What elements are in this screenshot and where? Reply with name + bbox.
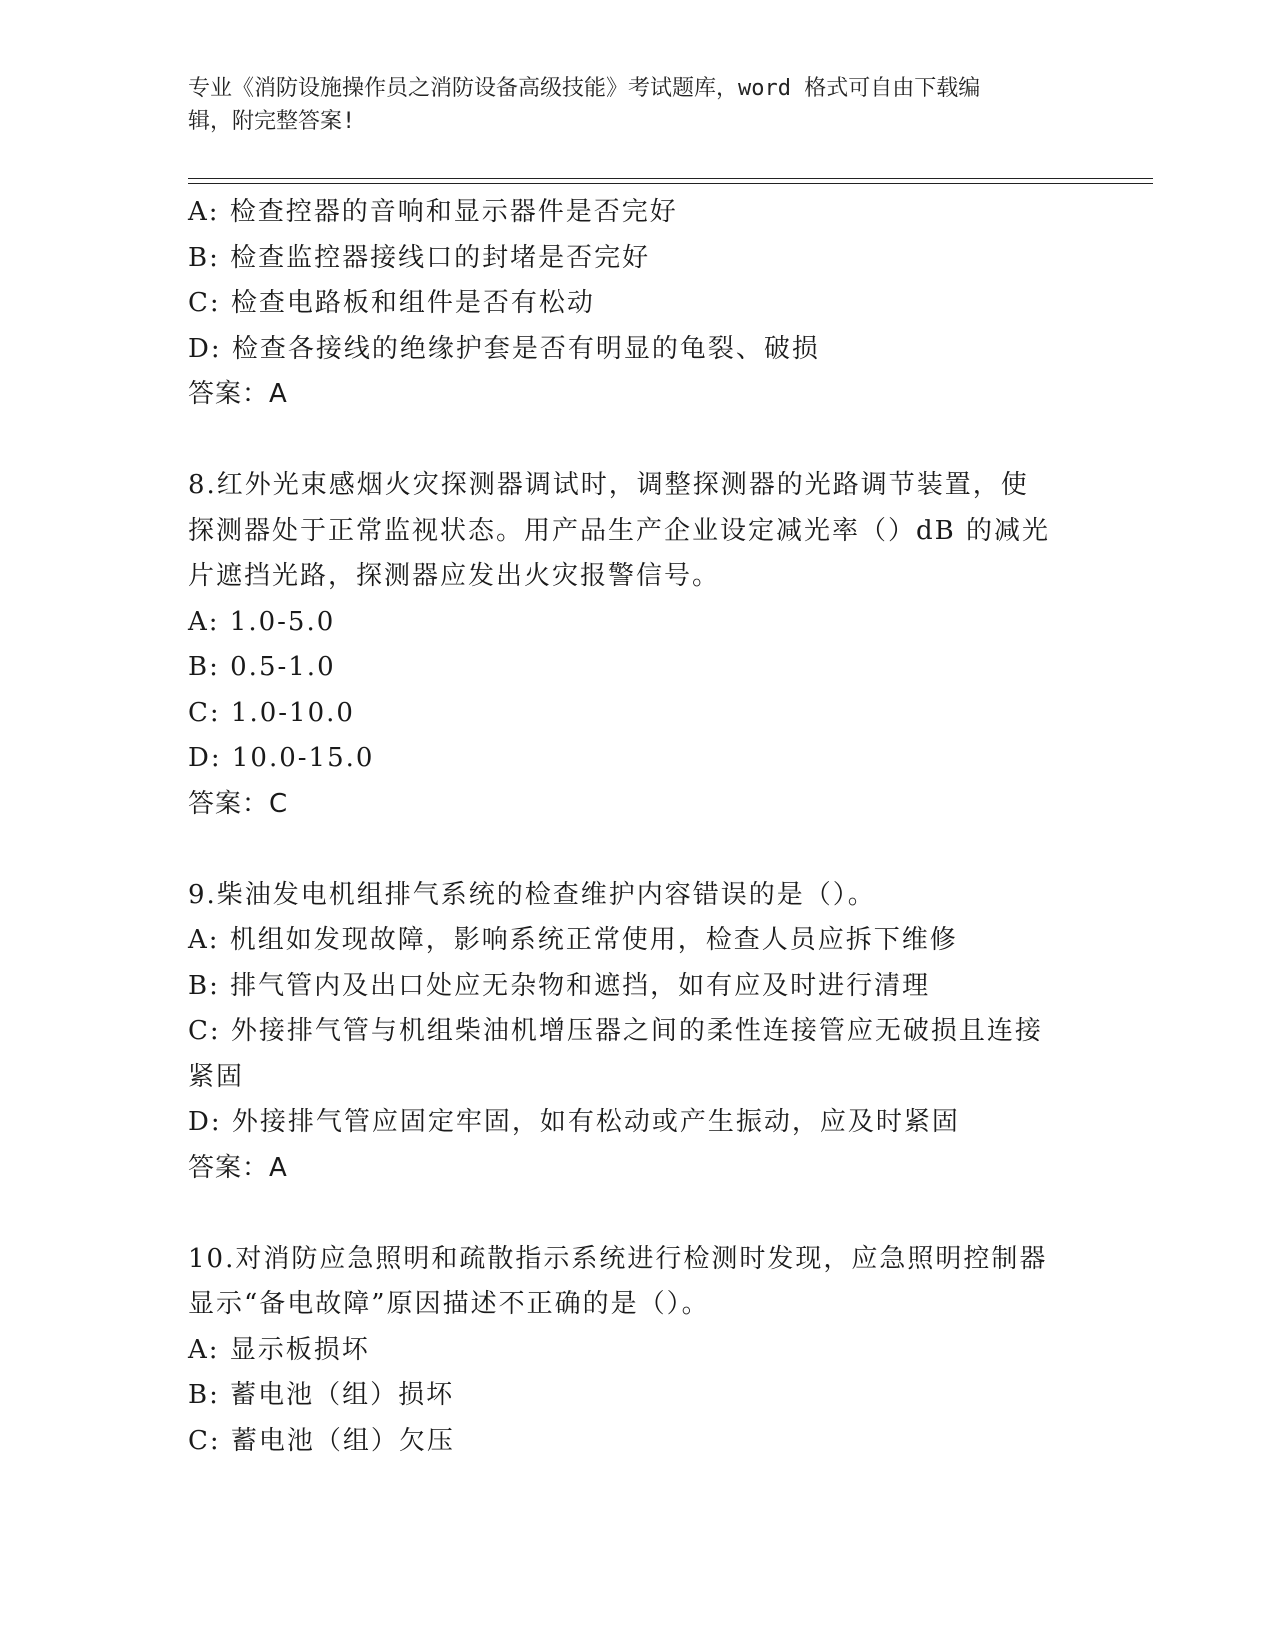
header-divider-bottom <box>188 183 1153 184</box>
option-c-continued: 紧固 <box>188 1061 245 1092</box>
answer-label: 答案：A <box>188 1152 288 1183</box>
question-7-block <box>188 190 1088 418</box>
option-c: C: 检查电路板和组件是否有松动 <box>188 288 595 318</box>
option-b: B: 蓄电池（组）损坏 <box>188 1380 455 1410</box>
header-divider-top <box>188 178 1153 179</box>
answer-label: 答案：A <box>188 379 288 409</box>
header-line-2: 辑，附完整答案! <box>188 109 356 134</box>
question-text-line: 10.对消防应急照明和疏散指示系统进行检测时发现，应急照明控制器 <box>188 1243 1048 1274</box>
option-a: A: 1.0-5.0 <box>188 606 336 637</box>
option-a: A: 显示板损坏 <box>188 1334 370 1365</box>
option-d: D: 检查各接线的绝缘护套是否有明显的龟裂、破损 <box>188 333 820 364</box>
option-c: C: 1.0-10.0 <box>188 697 355 728</box>
option-c: C: 蓄电池（组）欠压 <box>188 1425 455 1456</box>
question-9-block <box>188 873 1088 1192</box>
question-text-line: 9.柴油发电机组排气系统的检查维护内容错误的是（）。 <box>188 879 876 910</box>
spacer <box>188 827 1088 873</box>
question-8-block <box>188 463 1088 827</box>
question-text-line: 探测器处于正常监视状态。用产品生产企业设定减光率（）dB 的减光 <box>188 515 1051 546</box>
header-line-1: 专业《消防设施操作员之消防设备高级技能》考试题库，word 格式可自由下载编 <box>188 76 981 101</box>
option-b: B: 检查监控器接线口的封堵是否完好 <box>188 242 651 273</box>
question-text-line: 8.红外光束感烟火灾探测器调试时，调整探测器的光路调节装置，使 <box>188 470 1029 500</box>
option-b: B: 排气管内及出口处应无杂物和遮挡，如有应及时进行清理 <box>188 970 931 1001</box>
answer-label: 答案：C <box>188 788 289 819</box>
option-a: A: 检查控器的音响和显示器件是否完好 <box>188 197 678 227</box>
spacer <box>188 418 1088 464</box>
question-text-line: 片遮挡光路，探测器应发出火灾报警信号。 <box>188 561 721 591</box>
question-content <box>188 190 1088 1464</box>
option-d: D: 10.0-15.0 <box>188 743 375 773</box>
question-10-block <box>188 1237 1088 1465</box>
option-a: A: 机组如发现故障，影响系统正常使用，检查人员应拆下维修 <box>188 925 958 955</box>
option-b: B: 0.5-1.0 <box>188 652 336 682</box>
document-header <box>188 72 1068 138</box>
spacer <box>188 1191 1088 1237</box>
question-text-line: 显示“备电故障”原因描述不正确的是（）。 <box>188 1289 710 1319</box>
option-c: C: 外接排气管与机组柴油机增压器之间的柔性连接管应无破损且连接 <box>188 1016 1043 1046</box>
option-d: D: 外接排气管应固定牢固，如有松动或产生振动，应及时紧固 <box>188 1107 960 1137</box>
